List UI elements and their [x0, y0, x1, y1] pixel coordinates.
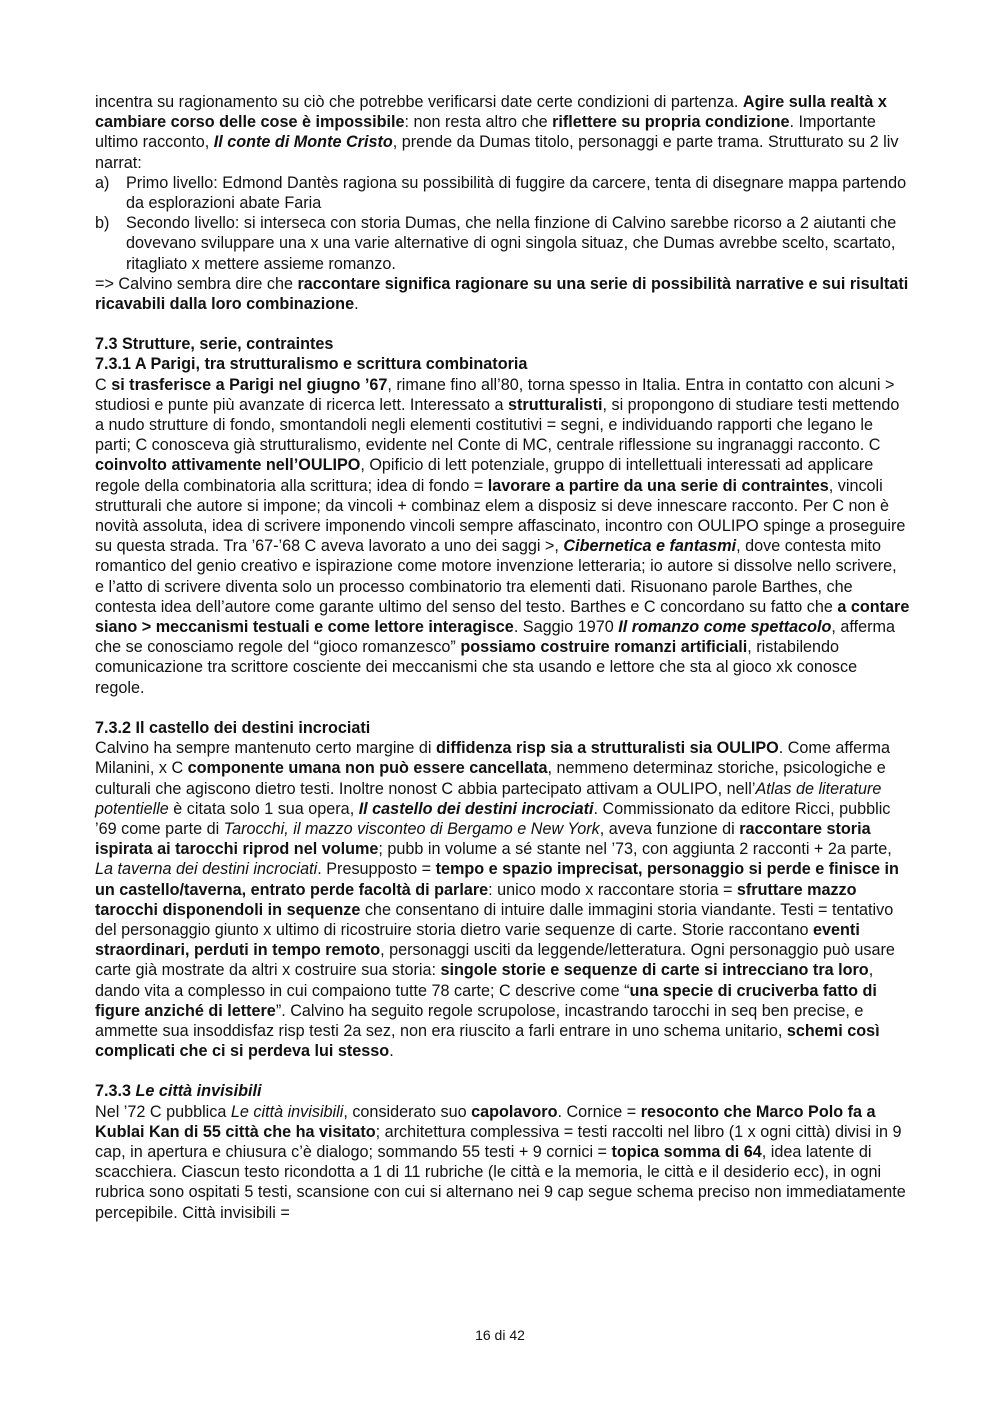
- text-run: , nemmeno determinaz storiche, psicologiche e culturali che agiscono dietro testi. Inoltre nonost C abbia partecipato attivam a OULIPO, nell’: [95, 759, 886, 798]
- bold-italic-run: Il romanzo come spettacolo: [618, 618, 832, 637]
- paragraph-7-3-2: [95, 738, 910, 1061]
- text-run: : unico modo x raccontare storia =: [488, 880, 737, 899]
- text-run: , si propongono di studiare testi mettendo a nudo strutture di fondo, smontandoli negli elementi costitutivi = segni, e individuando rapporti che legano le parti; C conosceva già strutturalismo, evidente nel Conte di MC, centrale riflessione su ingranaggi racconto. C: [95, 395, 900, 455]
- conclusion-paragraph: [95, 274, 910, 314]
- spacer: [95, 314, 910, 334]
- text-run: incentra su ragionamento su ciò che potrebbe verificarsi date certe condizioni di partenza.: [95, 93, 743, 111]
- text-run: . Presupposto =: [317, 860, 436, 879]
- text-run: . Come afferma Milanini, x C: [95, 739, 890, 778]
- list-item-text: Secondo livello: si interseca con storia Dumas, che nella finzione di Calvino sarebbe ricorso a 2 aiutanti che dovevano sviluppare una x una varie alternative di ogni singola situaz, che Dumas avrebbe scelto, scartato, ritagliato x mettere assieme romanzo.: [126, 214, 897, 273]
- bold-run: coinvolto attivamente nell’OULIPO: [95, 456, 361, 475]
- bold-run: raccontare significa ragionare su una serie di possibilità narrative e sui risultati ricavabili dalla loro combinazione: [95, 274, 909, 314]
- text-run: , idea latente di scacchiera. Ciascun testo ricondotta a 1 di 11 rubriche (le città e la memoria, le città e il desiderio ecc), in ogni rubrica sono ospitati 5 testi, scansione con cui si alternano nei 9 cap segue schema preciso non immediatamente percepibile. Città invisibili =: [95, 1142, 906, 1222]
- italic-run: Le città invisibili: [230, 1102, 344, 1121]
- text-run: Calvino ha sempre mantenuto certo margine di: [95, 739, 437, 758]
- text-run: , vincoli strutturali che autore si impone; da vincoli + combinaz elem a disposiz si deve innescare racconto. Per C non è novità assoluta, idea di scrivere imponendo vincoli sempre affascinato, incontro con OULIPO spinge a proseguire su questa strada. Tra ’67-’68 C aveva lavorato a uno dei saggi >,: [95, 476, 906, 556]
- section-heading-7-3: 7.3 Strutture, serie, contraintes: [95, 335, 334, 354]
- italic-run: Tarocchi, il mazzo visconteo di Bergamo e New York: [223, 819, 600, 838]
- bold-run: si trasferisce a Parigi nel giugno ’67: [111, 375, 388, 394]
- bold-run: strutturalisti: [508, 395, 603, 414]
- paragraph-7-3-1: [95, 375, 910, 698]
- intro-paragraph: [95, 92, 910, 173]
- bold-run: raccontare storia ispirata ai tarocchi riprod nel volume: [95, 819, 871, 859]
- text-run: .: [389, 1042, 394, 1061]
- text-run: , rimane fino all’80, torna spesso in Italia. Entra in contatto con alcuni > studiosi e punte più avanzate di ricerca lett. Interessato a: [95, 375, 895, 414]
- text-run: che consentano di intuire dalle immagini storia viandante. Testi = tentativo del personaggio giunto x ultimo di ricostruire storia dietro varie sequenze di carte. Storie raccontano: [95, 900, 894, 939]
- heading-title: Le città invisibili: [135, 1082, 262, 1101]
- text-run: , personaggi usciti da leggende/letteratura. Ogni personaggio può usare carte già mostrate da altri x costruire sua storia:: [95, 941, 895, 980]
- bold-run: resoconto che Marco Polo fa a Kublai Kan di 55 città che ha visitato: [95, 1102, 876, 1141]
- text-run: è citata solo 1 sua opera,: [168, 799, 359, 818]
- bold-italic-run: Il castello dei destini incrociati: [358, 799, 594, 818]
- italic-run: Atlas de literature potentielle: [95, 779, 882, 818]
- text-run: , afferma che se conosciamo regole del “gioco romanzesco”: [95, 618, 895, 657]
- spacer: [95, 698, 910, 718]
- bold-run: Agire sulla realtà x cambiare corso delle cose è impossibile: [95, 93, 887, 132]
- bold-run: eventi straordinari, perduti in tempo remoto: [95, 920, 860, 960]
- bold-run: a contare siano > meccanismi testuali e come lettore interagisce: [95, 597, 910, 637]
- text-run: => Calvino sembra dire che: [95, 274, 298, 293]
- document-page: [95, 92, 910, 1223]
- italic-run: La taverna dei destini incrociati: [95, 860, 318, 879]
- text-run: , dando vita a complesso in cui compaiono tutte 78 carte; C descrive come “: [95, 961, 874, 1000]
- bold-run: schemi così complicati che ci si perdeva lui stesso: [95, 1021, 880, 1061]
- levels-list: [95, 173, 910, 274]
- bold-run: riflettere su propria condizione: [552, 113, 790, 132]
- bold-run: singole storie e sequenze di carte si intrecciano tra loro: [440, 961, 869, 980]
- text-run: : non resta altro che: [404, 113, 553, 132]
- text-run: ; pubb in volume a sé stante nel ’73, con aggiunta 2 racconti + 2a parte,: [378, 840, 892, 859]
- bold-run: lavorare a partire da una serie di contraintes: [487, 476, 829, 495]
- bold-run: componente umana non può essere cancellata: [187, 759, 548, 778]
- spacer: [95, 1061, 910, 1081]
- section-heading-7-3-3: [95, 1081, 910, 1101]
- text-run: . Saggio 1970: [513, 618, 619, 637]
- text-run: , aveva funzione di: [599, 819, 740, 838]
- heading-number: 7.3.3: [95, 1082, 136, 1101]
- text-run: , Opificio di lett potenziale, gruppo di intellettuali interessati ad applicare regole della combinatoria alla scrittura; idea di fondo =: [95, 456, 874, 495]
- bold-run: diffidenza risp sia a strutturalisti sia OULIPO: [436, 739, 779, 758]
- text-run: . Commissionato da editore Ricci, pubblic ’69 come parte di: [95, 799, 891, 838]
- text-run: Nel ’72 C pubblica: [95, 1102, 231, 1121]
- text-run: , considerato suo: [343, 1102, 472, 1121]
- bold-run: topica somma di 64: [611, 1142, 762, 1161]
- text-run: ”. Calvino ha seguito regole scrupolose, incastrando tarocchi in seq ben precise, e ammette sua insoddisfaz risp testi 2a sez, non era riuscito a farli entrare in uno schema unitario,: [95, 1001, 864, 1040]
- bold-run: possiamo costruire romanzi artificiali: [460, 638, 748, 657]
- bold-run: tempo e spazio imprecisat, personaggio si perde e finisce in un castello/taverna, entrato perde facoltà di parlare: [95, 860, 899, 899]
- section-heading-7-3-1: 7.3.1 A Parigi, tra strutturalismo e scrittura combinatoria: [95, 355, 528, 374]
- bold-run: sfruttare mazzo tarocchi disponendoli in sequenze: [95, 880, 857, 919]
- text-run: . Importante ultimo racconto,: [95, 113, 876, 152]
- list-item: [95, 173, 910, 213]
- text-run: , dove contesta mito romantico del genio creativo e ispirazione come motore invenzione letteraria; io autore si dissolve nello scrivere, e l’atto di scrivere diventa solo un processo combinatorio tra elementi dati. Risuonano parole Barthes, che contesta idea dell’autore come garante ultimo del senso del testo. Barthes e C concordano su fatto che: [95, 537, 897, 616]
- bold-run: capolavoro: [471, 1102, 558, 1121]
- text-run: , prende da Dumas titolo, personaggi e parte trama. Strutturato su 2 liv narrat:: [95, 133, 899, 172]
- list-marker: a): [95, 173, 110, 192]
- paragraph-7-3-3: [95, 1102, 910, 1223]
- bold-italic-run: Cibernetica e fantasmi: [563, 537, 737, 556]
- text-run: C: [95, 375, 112, 394]
- text-run: .: [354, 295, 359, 314]
- bold-run: una specie di cruciverba fatto di figure anziché di lettere: [95, 981, 877, 1020]
- text-run: ; architettura complessiva = testi raccolti nel libro (1 x ogni città) divisi in 9 cap, in apertura e chiusura c’è dialogo; sommando 55 testi + 9 cornici =: [95, 1122, 902, 1161]
- bold-italic-run: Il conte di Monte Cristo: [213, 133, 393, 152]
- text-run: . Cornice =: [557, 1102, 641, 1121]
- list-marker: b): [95, 214, 110, 233]
- list-item: [95, 213, 910, 274]
- section-heading-7-3-2: 7.3.2 Il castello dei destini incrociati: [95, 718, 371, 737]
- text-run: , ristabilendo comunicazione tra scrittore cosciente dei meccanismi che sta usando e lettore che sta al gioco xk conosce regole.: [95, 638, 858, 697]
- page-number: 16 di 42: [475, 1327, 525, 1343]
- list-item-text: Primo livello: Edmond Dantès ragiona su possibilità di fuggire da carcere, tenta di disegnare mappa partendo da esplorazioni abate Faria: [126, 173, 907, 213]
